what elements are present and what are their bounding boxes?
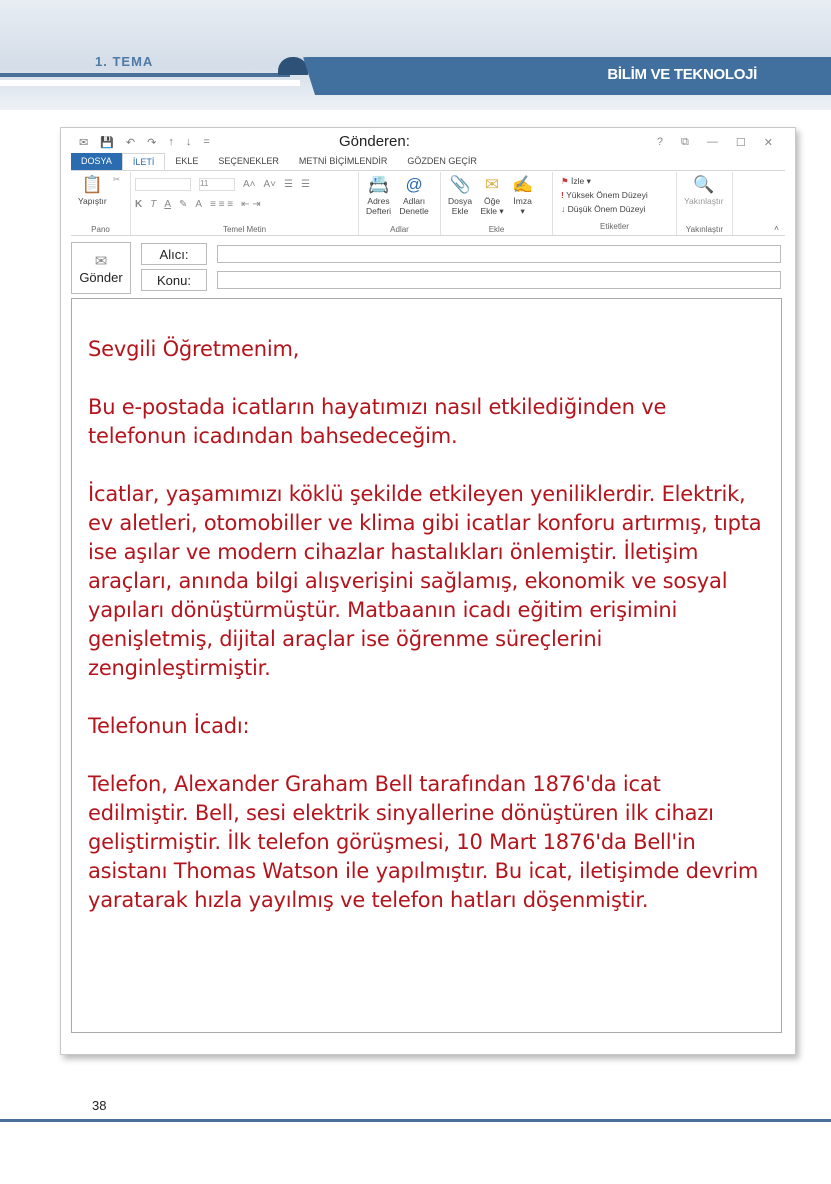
group-label: Yakınlaştır	[685, 225, 724, 234]
envelope-icon: ✉	[484, 175, 500, 194]
group-label: Temel Metin	[222, 225, 267, 234]
tab-options[interactable]: SEÇENEKLER	[218, 156, 279, 166]
paste-label: Yapıştır	[78, 196, 107, 206]
save-icon[interactable]: 💾	[100, 137, 114, 149]
underline-icon[interactable]: A	[164, 198, 172, 210]
paperclip-icon: 📎	[449, 175, 471, 194]
group-names	[359, 172, 441, 235]
window-title: Gönderen:	[339, 133, 410, 150]
section-title: BİLİM VE TEKNOLOJİ	[607, 66, 757, 83]
italic-icon[interactable]: T	[150, 198, 157, 210]
paste-button[interactable]	[78, 174, 107, 206]
tab-message[interactable]: İLETİ	[122, 153, 166, 170]
label: Ekle ▾	[480, 206, 504, 216]
group-zoom	[677, 172, 733, 235]
highlight-icon[interactable]: ✎	[179, 198, 188, 210]
intro-paragraph: Bu e-postada icatların hayatımızı nasıl etkilediğinden ve telefonun icadından bahsedeceğim.	[88, 395, 667, 448]
attach-file-button[interactable]	[448, 174, 472, 216]
theme-label: 1. TEMA	[95, 54, 154, 69]
label: Yakınlaştır	[684, 196, 724, 206]
label: Yüksek Önem Düzeyi	[566, 190, 648, 200]
label: Adres	[367, 196, 390, 206]
message-icon[interactable]: ✉	[79, 137, 89, 149]
collapse-ribbon-icon[interactable]: ˄	[774, 223, 779, 233]
font-color-icon[interactable]: A	[195, 198, 203, 210]
cut-icon[interactable]: ✂	[113, 174, 121, 184]
to-button[interactable]: Alıcı:	[141, 243, 207, 265]
align-icon[interactable]: ≡ ≡ ≡	[210, 198, 234, 210]
tab-insert[interactable]: EKLE	[175, 156, 199, 166]
send-button[interactable]	[71, 242, 131, 294]
font-name-select[interactable]	[135, 178, 191, 191]
help-icon[interactable]: ?	[656, 136, 664, 148]
quick-access-toolbar	[79, 136, 210, 149]
indent-icon[interactable]: ⇤ ⇥	[241, 198, 261, 210]
header-line	[0, 73, 290, 77]
tab-review[interactable]: GÖZDEN GEÇİR	[407, 156, 477, 166]
subject-label: Konu:	[141, 269, 207, 291]
exclamation-icon: !	[561, 190, 564, 200]
group-label: Etiketler	[600, 222, 629, 231]
to-field[interactable]	[217, 245, 781, 263]
format-row	[135, 194, 354, 214]
group-label: Ekle	[488, 225, 505, 234]
clipboard-icon: 📋	[81, 175, 103, 194]
grow-font-icon[interactable]: A˄	[243, 178, 256, 190]
signature-button[interactable]	[512, 174, 533, 216]
attach-item-button[interactable]	[480, 174, 503, 216]
group-label: Adlar	[390, 225, 409, 234]
label: Dosya	[448, 196, 473, 206]
tab-format-text[interactable]: METNİ BİÇİMLENDİR	[298, 156, 388, 166]
maximize-icon[interactable]: ☐	[735, 137, 746, 149]
message-body[interactable]	[71, 298, 782, 1033]
inventions-paragraph: İcatlar, yaşamımızı köklü şekilde etkileyen yeniliklerdir. Elektrik, ev aletleri, otomobiller ve klima gibi icatlar konforu artırmış, tıpta ise aşılar ve modern cihazlar hastalıkları önlemiştir. İletişim araçları, anında bilgi alışverişini sağlamış, ekonomik ve sosyal yapıları dönüştürmüştür. Matbaanın icadı eğitim erişimini genişletmiş, dijital araçlar ise öğrenme süreçlerini zenginleştirmiştir.	[88, 482, 762, 680]
address-book-icon: 📇	[367, 175, 390, 194]
check-names-icon: @	[405, 175, 423, 194]
dropdown-icon: ▾	[520, 206, 525, 216]
label: Defteri	[366, 206, 392, 216]
label: Ekle	[451, 206, 469, 216]
group-tags	[553, 172, 677, 235]
label: İmza	[513, 196, 532, 206]
tab-file[interactable]: DOSYA	[71, 153, 122, 170]
label: Düşük Önem Düzeyi	[567, 204, 646, 214]
header-line-white	[0, 80, 300, 86]
message-header	[71, 242, 781, 294]
email-compose-window	[60, 127, 796, 1055]
window-controls	[657, 136, 773, 149]
arrow-down-icon[interactable]: ↓	[185, 136, 192, 148]
magnifier-icon: 🔍	[693, 175, 715, 194]
follow-up-button[interactable]	[561, 174, 672, 188]
footer-line	[0, 1119, 831, 1122]
font-size-select[interactable]: 11	[199, 178, 235, 191]
redo-icon[interactable]: ↷	[147, 137, 157, 149]
telephone-paragraph: Telefon, Alexander Graham Bell tarafından 1876'da icat edilmiştir. Bell, sesi elektrik sinyallerine dönüştüren ilk cihazı geliştirmiştir. İlk telefon görüşmesi, 10 Mart 1876'da Bell'in asistanı Thomas Watson ile yapılmıştır. Bu icat, iletişimde devrim yaratarak hızla yayılmış ve telefon hatları döşenmiştir.	[88, 772, 759, 912]
label: İzle ▾	[571, 176, 591, 186]
group-clipboard	[71, 172, 131, 235]
numbering-icon[interactable]: ☰	[301, 178, 310, 190]
ribbon-tabs	[71, 153, 785, 171]
ribbon	[71, 172, 785, 236]
label: Adları	[402, 196, 426, 206]
send-icon: ✉	[94, 252, 108, 270]
signature-icon: ✍	[512, 175, 534, 194]
customize-icon[interactable]: =	[203, 136, 210, 148]
telephone-heading: Telefonun İcadı:	[88, 714, 250, 738]
zoom-button[interactable]	[684, 174, 724, 206]
low-importance-button[interactable]	[561, 202, 672, 216]
label: Öğe	[484, 196, 501, 206]
shrink-font-icon[interactable]: A˅	[263, 178, 277, 190]
group-include	[441, 172, 553, 235]
font-row	[135, 174, 354, 194]
arrow-up-icon[interactable]: ↑	[168, 136, 174, 148]
flag-icon: ⚑	[561, 176, 569, 186]
close-icon[interactable]: ✕	[763, 137, 773, 149]
greeting: Sevgili Öğretmenim,	[88, 337, 300, 361]
high-importance-button[interactable]	[561, 188, 672, 202]
page-number: 38	[92, 1098, 107, 1113]
check-names-button[interactable]	[399, 174, 428, 216]
minimize-icon[interactable]: —	[706, 136, 718, 148]
group-basic-text	[131, 172, 359, 235]
subject-field[interactable]	[217, 271, 781, 289]
send-label: Gönder	[79, 269, 123, 285]
group-label: Pano	[91, 225, 110, 234]
bullets-icon[interactable]: ☰	[284, 178, 293, 190]
undo-icon[interactable]: ↶	[125, 137, 136, 149]
label: Denetle	[399, 206, 429, 216]
arrow-down-icon: ↓	[561, 204, 566, 214]
ribbon-display-icon[interactable]: ⧉	[681, 136, 689, 148]
bold-icon[interactable]: K	[135, 198, 143, 210]
address-book-button[interactable]	[366, 174, 391, 216]
